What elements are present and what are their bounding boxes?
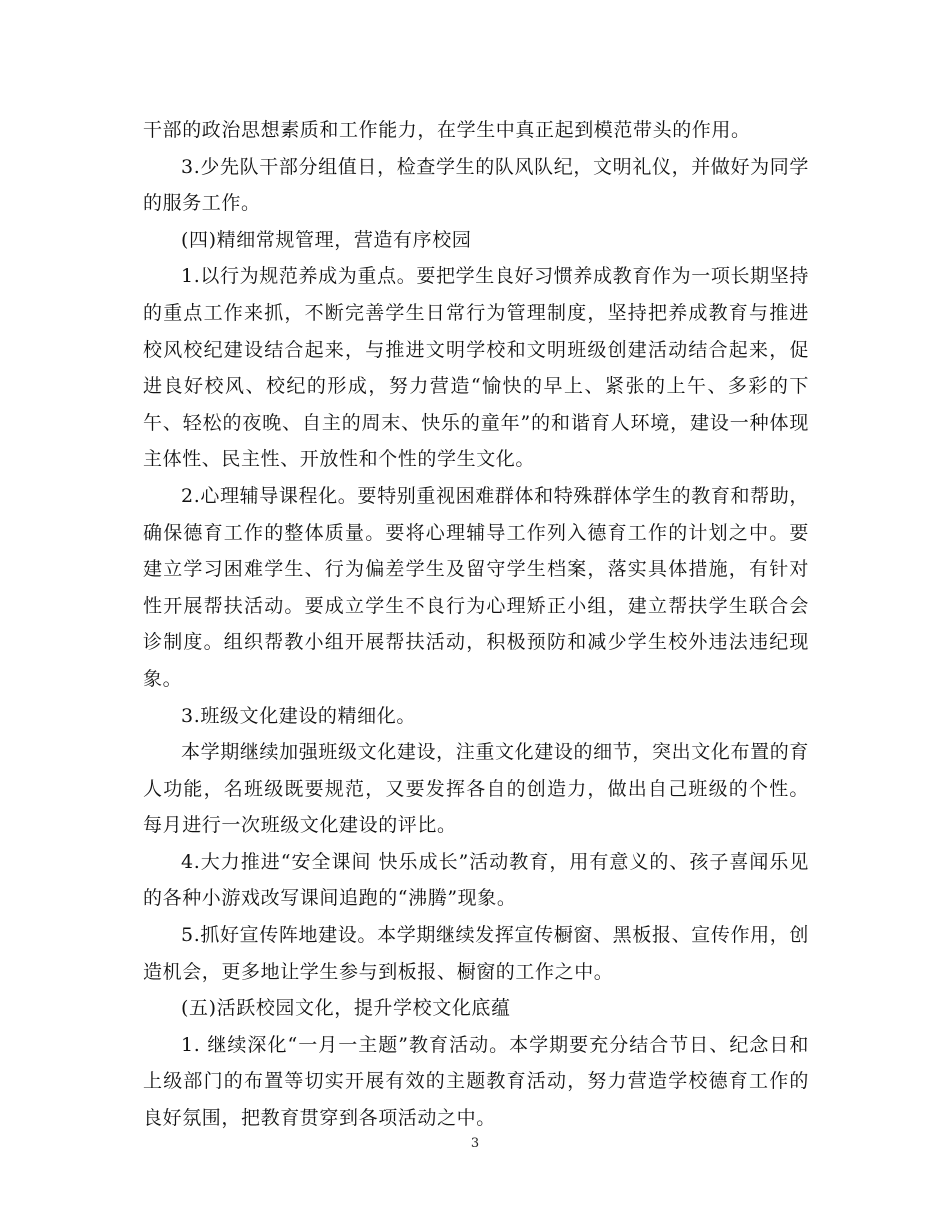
- section-heading-5: (五)活跃校园文化，提升学校文化底蕴: [181, 997, 511, 1020]
- document-body: [143, 112, 809, 1137]
- paragraph-item-4-safety: 4.大力推进“安全课间 快乐成长”活动教育，用有意义的、孩子喜闻乐见的各种小游戏改写课间追跑的“沸腾”现象。: [143, 850, 809, 910]
- paragraph-item-1-behavior: 1.以行为规范养成为重点。要把学生良好习惯养成教育作为一项长期坚持的重点工作来抓，不断完善学生日常行为管理制度，坚持把养成教育与推进校风校纪建设结合起来，与推进文明学校和文明班级创建活动结合起来，促进良好校风、校纪的形成，努力营造“愉快的早上、紧张的上午、多彩的下午、轻松的夜晚、自主的周末、快乐的童年”的和谐育人环境，建设一种体现主体性、民主性、开放性和个性的学生文化。: [143, 265, 809, 471]
- section-heading-4: (四)精细常规管理，营造有序校园: [181, 228, 472, 251]
- paragraph-item-3-duty: 3.少先队干部分组值日，检查学生的队风队纪，文明礼仪，并做好为同学的服务工作。: [143, 155, 809, 215]
- paragraph-item-3-class-culture: 3.班级文化建设的精细化。: [181, 704, 416, 727]
- paragraph-item-1-monthly-theme: 1. 继续深化“一月一主题”教育活动。本学期要充分结合节日、纪念日和上级部门的布置等切实开展有效的主题教育活动，努力营造学校德育工作的良好氛围，把教育贯穿到各项活动之中。: [143, 1033, 809, 1130]
- paragraph-item-5-publicity: 5.抓好宣传阵地建设。本学期继续发挥宣传橱窗、黑板报、宣传作用，创造机会，更多地让学生参与到板报、橱窗的工作之中。: [143, 924, 809, 983]
- page-number: 3: [470, 1136, 480, 1151]
- paragraph-item-2-counseling: 2.心理辅导课程化。要特别重视困难群体和特殊群体学生的教育和帮助，确保德育工作的整体质量。要将心理辅导工作列入德育工作的计划之中。要建立学习困难学生、行为偏差学生及留守学生档案，落实具体措施，有针对性开展帮扶活动。要成立学生不良行为心理矫正小组，建立帮扶学生联合会诊制度。组织帮教小组开展帮扶活动，积极预防和减少学生校外违法违纪现象。: [143, 484, 809, 690]
- paragraph-continuation: 干部的政治思想素质和工作能力，在学生中真正起到模范带头的作用。: [143, 119, 751, 141]
- paragraph-class-culture-detail: 本学期继续加强班级文化建设，注重文化建设的细节，突出文化布置的育人功能，名班级既要规范，又要发挥各自的创造力，做出自己班级的个性。每月进行一次班级文化建设的评比。: [143, 741, 809, 837]
